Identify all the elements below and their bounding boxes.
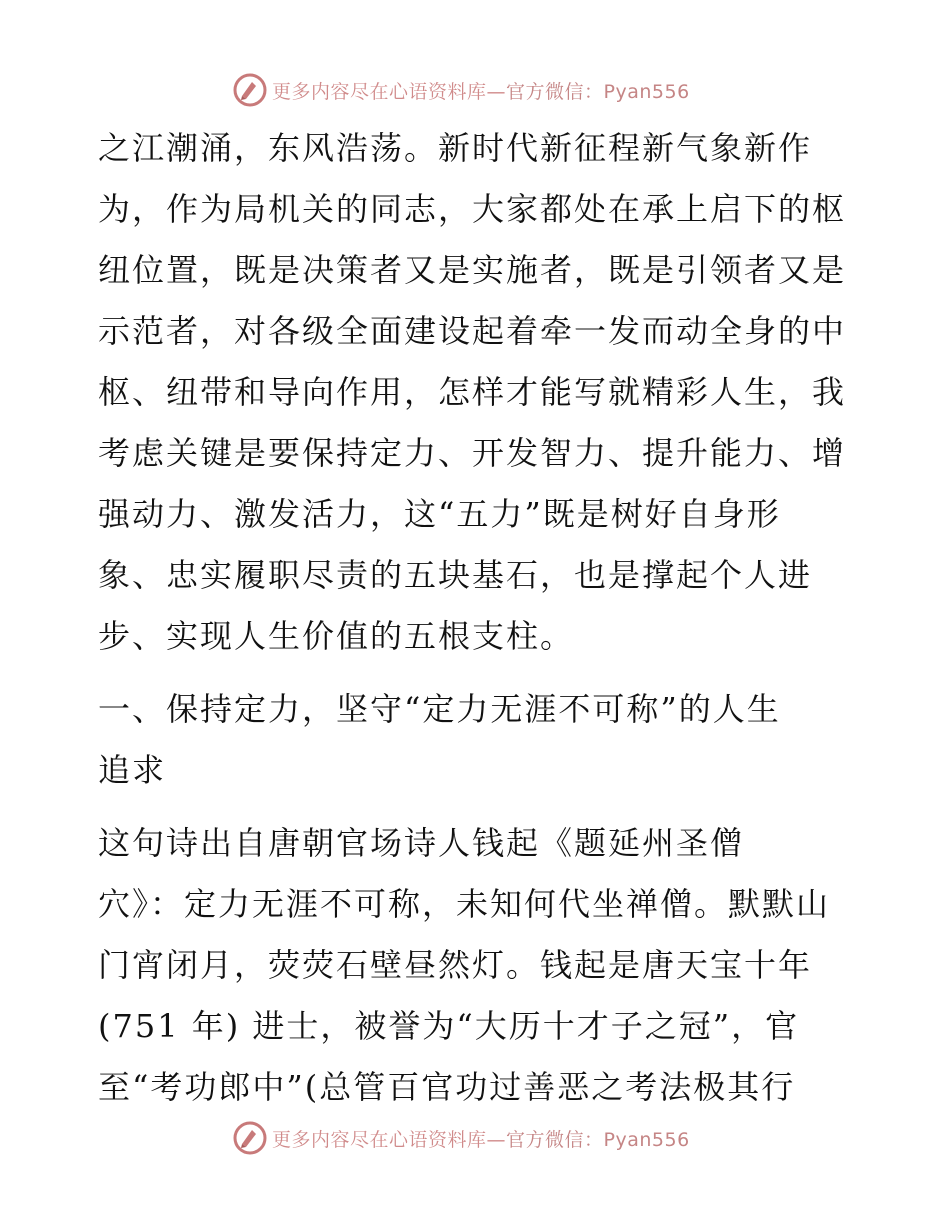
text-line: 穴》：定力无涯不可称，未知何代坐禅僧。默默山	[98, 885, 831, 923]
paragraph	[98, 118, 858, 667]
text-line: (751 年) 进士，被誉为“大历十才子之冠”，官	[98, 1007, 800, 1045]
text-line: 考虑关键是要保持定力、开发智力、提升能力、增	[98, 434, 847, 472]
text-line: 一、保持定力，坚守“定力无涯不可称”的人生	[98, 690, 781, 728]
watermark-text: 更多内容尽在心语资料库—官方微信：Pyan556	[272, 80, 690, 103]
text-line: 至“考功郎中”(总管百官功过善恶之考法极其行	[98, 1068, 796, 1106]
watermark-text: 更多内容尽在心语资料库—官方微信：Pyan556	[272, 1128, 690, 1151]
text-line: 这句诗出自唐朝官场诗人钱起《题延州圣僧	[98, 824, 745, 862]
text-line: 示范者，对各级全面建设起着牵一发而动全身的中	[98, 312, 847, 350]
text-line: 枢、纽带和导向作用，怎样才能写就精彩人生，我	[98, 373, 847, 411]
section-heading	[98, 679, 858, 801]
text-line: 之江潮涌，东风浩荡。新时代新征程新气象新作	[98, 129, 813, 167]
document-body	[98, 118, 858, 1118]
text-line: 强动力、激发活力，这“五力”既是树好自身形	[98, 495, 781, 533]
footer-watermark-banner	[0, 1118, 950, 1158]
logo-icon	[232, 1120, 268, 1156]
text-line: 追求	[98, 751, 167, 789]
paragraph	[98, 813, 858, 1118]
text-line: 为，作为局机关的同志，大家都处在承上启下的枢	[98, 190, 847, 228]
logo-icon	[232, 72, 268, 108]
text-line: 象、忠实履职尽责的五块基石，也是撑起个人进	[98, 556, 813, 594]
text-line: 门宵闭月，荧荧石壁昼然灯。钱起是唐天宝十年	[98, 946, 813, 984]
text-line: 步、实现人生价值的五根支柱。	[98, 617, 575, 655]
header-watermark-banner	[0, 70, 950, 110]
text-line: 纽位置，既是决策者又是实施者，既是引领者又是	[98, 251, 847, 289]
